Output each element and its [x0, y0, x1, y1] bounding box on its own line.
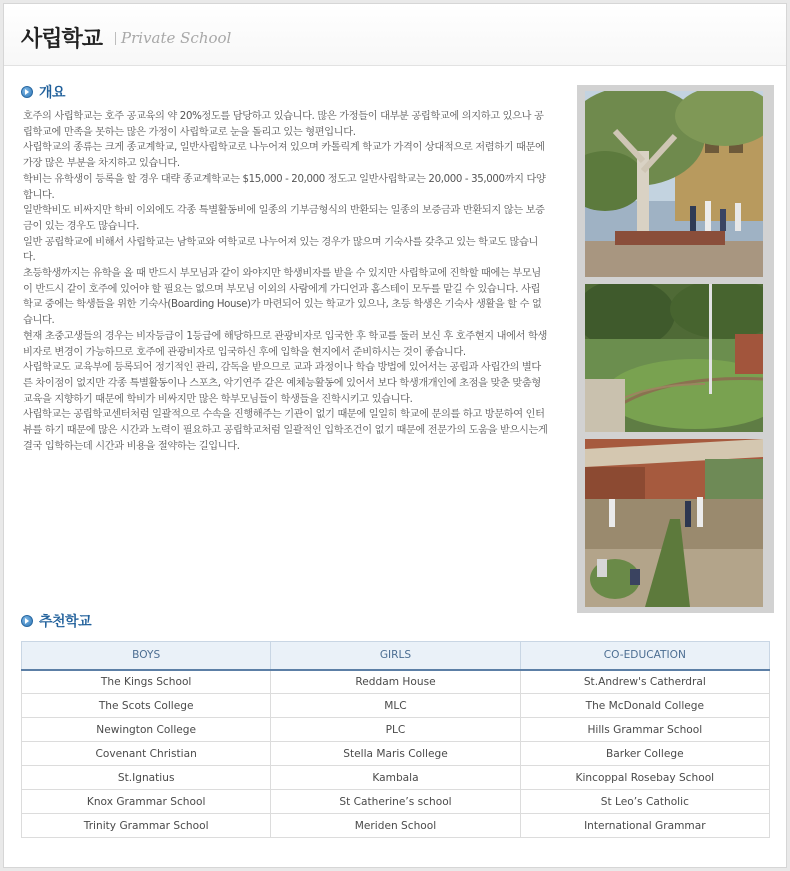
overview-paragraph: 사립학교는 공립학교센터처럼 일괄적으로 수속을 진행해주는 기관이 없기 때문에 일일히 학교에 문의를 하고 방문하여 인터뷰를 하기 때문에 많은 시간과 노력이 필요하고 공립학교처럼 일괄적인 입학조건이 없기 때문에 전문가의 도움을 받으시는게 결국 입학하는데 시간과 비용을 절약하는 길입니다.: [23, 409, 548, 452]
school-cell: Kincoppal Rosebay School: [520, 766, 769, 790]
overview-heading-label: 개요: [39, 85, 66, 101]
title-divider: [115, 32, 116, 45]
page-subtitle: Private School: [121, 29, 232, 47]
recommended-schools-table: [21, 641, 770, 838]
overview-body: [23, 109, 549, 454]
overview-paragraph: 사립학교도 교육부에 등록되어 정기적인 관리, 감독을 받으므로 교과 과정이나 학습 방법에 있어서는 공립과 사립간의 별다른 차이점이 없지만 각종 특별활동이나 스포츠, 악기연주 같은 예체능활동에 있어서 보다 학생개개인에 초점을 맞춘 맞춤형 교육을 지향하기 때문에 학비가 비싸지만 많은 학부모님들이 학생들을 진학시키고 있습니다.: [23, 362, 541, 405]
school-cell: Newington College: [22, 718, 271, 742]
school-cell: The Scots College: [22, 694, 271, 718]
table-row: [22, 694, 770, 718]
circle-arrow-bullet-icon: [21, 615, 33, 627]
table-row: [22, 766, 770, 790]
column-header-girls: GIRLS: [271, 642, 520, 670]
school-cell: MLC: [271, 694, 520, 718]
school-cell: The McDonald College: [520, 694, 769, 718]
school-cell: Stella Maris College: [271, 742, 520, 766]
table-row: [22, 742, 770, 766]
school-cell: St Catherine’s school: [271, 790, 520, 814]
school-cell: Reddam House: [271, 670, 520, 694]
circle-arrow-bullet-icon: [21, 86, 33, 98]
school-courtyard-photo: [585, 91, 763, 277]
school-cell: St.Andrew's Catherdral: [520, 670, 769, 694]
school-cell: The Kings School: [22, 670, 271, 694]
page-frame: [3, 3, 787, 868]
table-row: [22, 670, 770, 694]
table-row: [22, 790, 770, 814]
school-cell: St Leo’s Catholic: [520, 790, 769, 814]
page-title: 사립학교: [21, 27, 103, 52]
school-cell: Kambala: [271, 766, 520, 790]
overview-paragraph: 호주의 사립학교는 호주 공교육의 약 20%정도를 담당하고 있습니다. 많은 가정들이 대부분 공립학교에 의지하고 있으나 공립학교에 만족을 못하는 많은 가정이 사립학교로 눈을 돌리고 있는 형편입니다.: [23, 111, 544, 138]
overview-paragraph: 초등학생까지는 유학을 올 때 반드시 부모님과 같이 와야지만 학생비자를 받을 수 있지만 사립학교에 진학할 때에는 부모님이 반드시 같이 호주에 있어야 할 필요는 없으며 부모님 이외의 사람에게 가디언과 홈스테이 모두를 맡길 수 있습니다. 사립학교 중에는 학생들을 위한 기숙사(Boarding House)가 마련되어 있는 학교가 있으나, 초등 학생은 기숙사 생활을 할 수 없습니다.: [23, 268, 542, 327]
table-row: [22, 718, 770, 742]
column-header-boys: BOYS: [22, 642, 271, 670]
school-cell: Barker College: [520, 742, 769, 766]
table-row: [22, 814, 770, 838]
school-cell: Meriden School: [271, 814, 520, 838]
school-cell: St.Ignatius: [22, 766, 271, 790]
overview-paragraph: 일반 공립학교에 비해서 사립학교는 남학교와 여학교로 나누어져 있는 경우가 많으며 기숙사를 갖추고 있는 학교도 많습니다.: [23, 236, 538, 264]
school-garden-photo: [585, 284, 763, 432]
school-cell: PLC: [271, 718, 520, 742]
column-header-coeducation: CO-EDUCATION: [520, 642, 769, 670]
overview-paragraph: 사립학교의 종류는 크게 종교계학교, 일반사립학교로 나누어져 있으며 카톨릭계 학교가 가격이 상대적으로 저렴하기 때문에 가장 많은 부분을 차지하고 있습니다.: [23, 142, 545, 170]
students-outdoor-photo: [585, 439, 763, 607]
school-cell: Hills Grammar School: [520, 718, 769, 742]
overview-paragraph: 학비는 유학생이 등록을 할 경우 대략 종교계학교는 $15,000 - 20,000 정도고 일반사립학교는 20,000 - 35,000까지 다양합니다.: [23, 173, 546, 201]
table-header-row: [22, 642, 770, 670]
recommended-heading: [21, 611, 91, 631]
photo-column: [577, 85, 774, 613]
school-cell: Knox Grammar School: [22, 790, 271, 814]
overview-heading: [21, 82, 65, 102]
overview-paragraph: 현재 초중고생들의 경우는 비자등급이 1등급에 해당하므로 관광비자로 입국한 후 학교를 둘러 보신 후 호주현지 내에서 학생비자로 변경이 가능하므로 호주에 관광비자로 입국하신 후에 입학을 현지에서 준비하시는 것이 좋습니다.: [23, 330, 548, 358]
school-cell: International Grammar: [520, 814, 769, 838]
school-cell: Covenant Christian: [22, 742, 271, 766]
page-header: [4, 4, 786, 66]
overview-paragraph: 일반학비도 비싸지만 학비 이외에도 각종 특별활동비에 일종의 기부금형식의 반환되는 일종의 보증금과 반환되지 않는 보증금이 있는 경우도 많습니다.: [23, 205, 545, 232]
school-cell: Trinity Grammar School: [22, 814, 271, 838]
recommended-heading-label: 추천학교: [39, 614, 92, 630]
